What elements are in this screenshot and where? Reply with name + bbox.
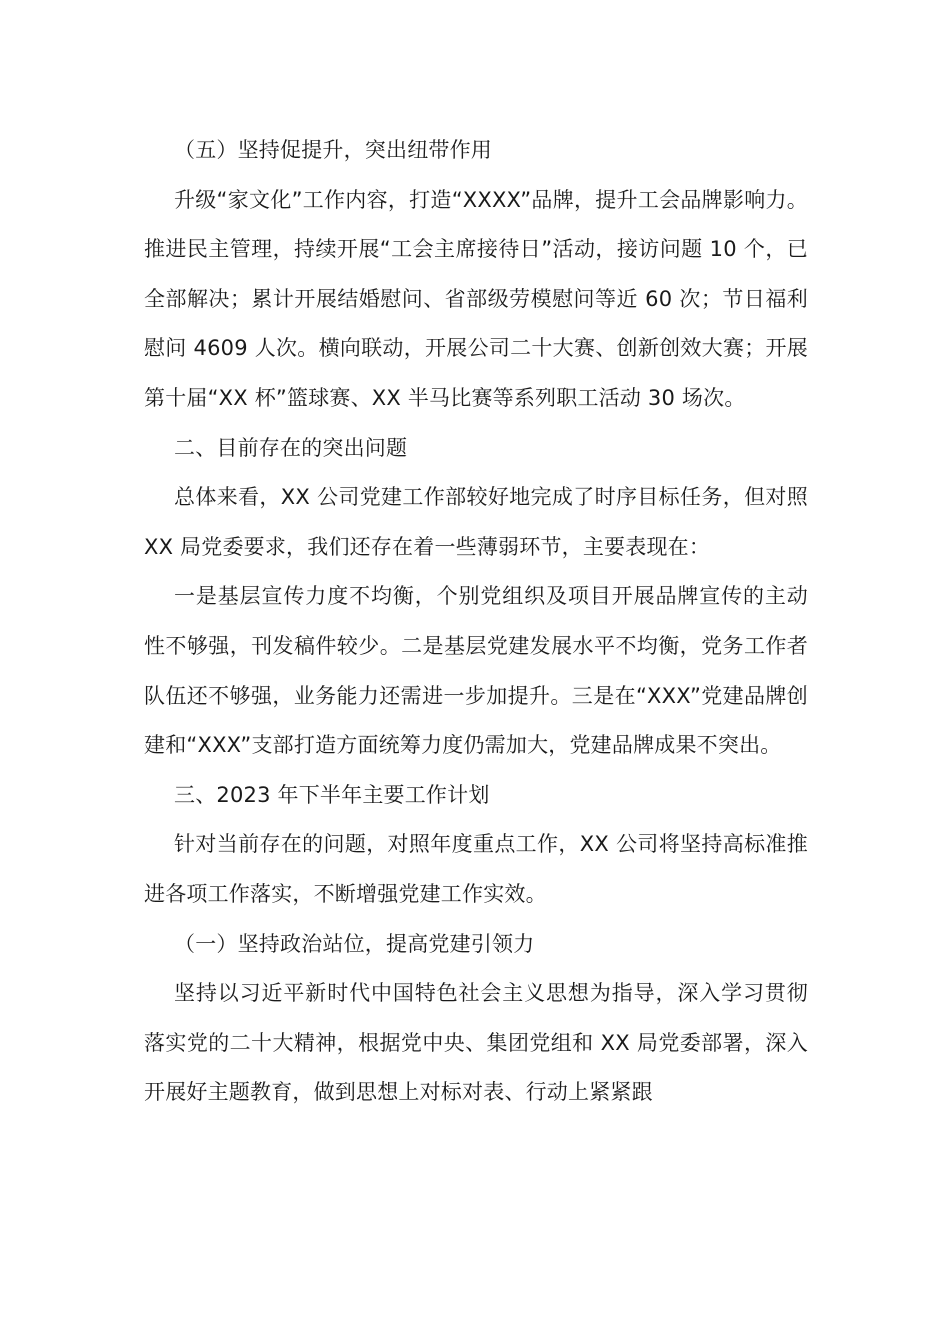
section-heading-problems: 二、目前存在的突出问题 — [174, 435, 408, 460]
paragraph-overall-review: 总体来看，XX 公司党建工作部较好地完成了时序目标任务，但对照 XX 局党委要求，我们还存在着一些薄弱环节，主要表现在： — [144, 485, 808, 559]
paragraph-problem-list: 一是基层宣传力度不均衡，个别党组织及项目开展品牌宣传的主动性不够强，刊发稿件较少。二是基层党建发展水平不均衡，党务工作者队伍还不够强，业务能力还需进一步加提升。三是在“XXX”党建品牌创建和“XXX”支部打造方面统筹力度仍需加大，党建品牌成果不突出。 — [144, 584, 808, 758]
section-subheading-1: （一）坚持政治站位，提高党建引领力 — [174, 931, 535, 956]
paragraph-plan-intro: 针对当前存在的问题，对照年度重点工作，XX 公司将坚持高标准推进各项工作落实，不断增强党建工作实效。 — [144, 832, 808, 906]
section-subheading-5: （五）坚持促提升，突出纽带作用 — [174, 138, 492, 162]
section-heading-plan: 三、2023 年下半年主要工作计划 — [174, 782, 490, 807]
paragraph-union-work: 升级“家文化”工作内容，打造“XXXX”品牌，提升工会品牌影响力。推进民主管理，持续开展“工会主席接待日”活动，接访问题 10 个，已全部解决；累计开展结婚慰问、省部级劳模慰问等近 60 次；节日福利慰问 4609 人次。横向联动，开展公司二十大赛、创新创效大赛；开展第十届“XX 杯”篮球赛、XX 半马比赛等系列职工活动 30 场次。 — [144, 187, 808, 410]
document-body — [144, 126, 808, 1118]
paragraph-political-stance: 坚持以习近平新时代中国特色社会主义思想为指导，深入学习贯彻落实党的二十大精神，根据党中央、集团党组和 XX 局党委部署，深入开展好主题教育，做到思想上对标对表、行动上紧紧跟 — [144, 981, 808, 1105]
